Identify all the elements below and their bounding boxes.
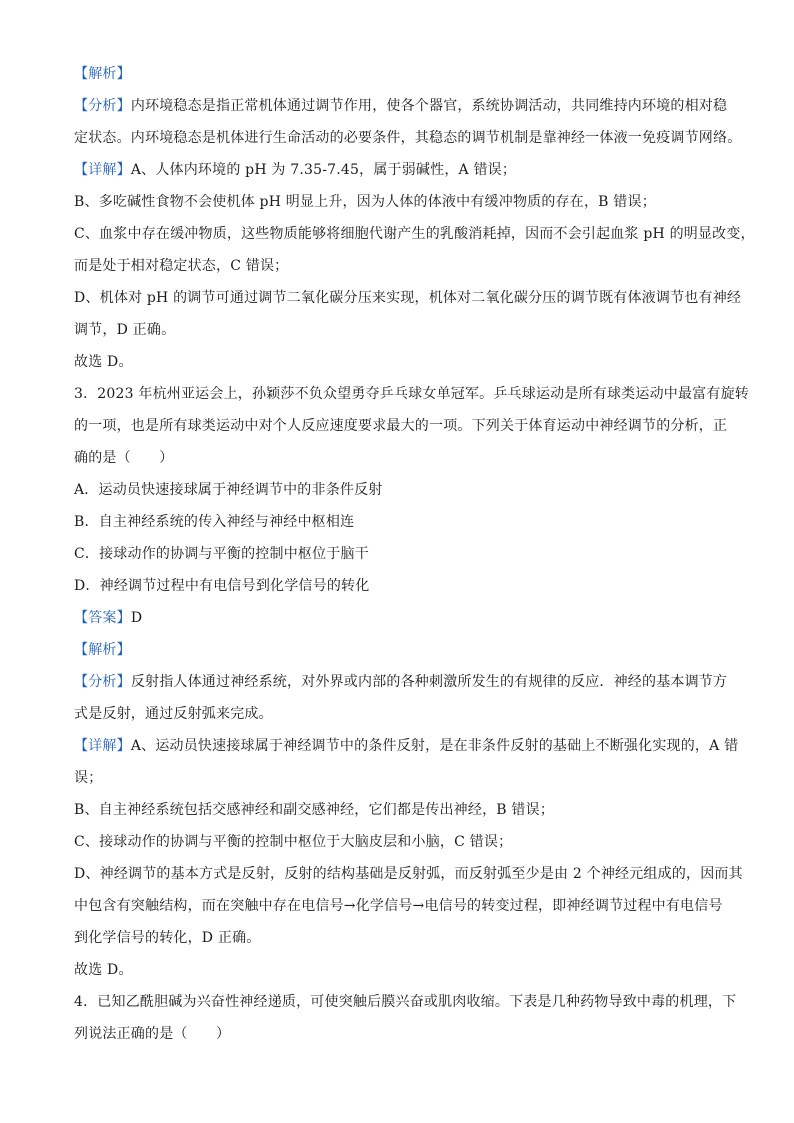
text-line [74,224,755,244]
text-line [74,768,734,788]
line-text: 中包含有突触结构，而在突触中存在电信号→化学信号→电信号的转变过程，即神经调节过程中有电信号 [74,898,723,914]
line-text: C、血浆中存在缓冲物质，这些物质能够将细胞代谢产生的乳酸消耗掉，因而不会引起血浆 pH 的明显改变， [74,226,755,242]
text-line [74,96,734,116]
line-text: 而是处于相对稳定状态，C 错误； [74,258,289,274]
text-line [74,928,734,948]
question-stem [74,448,734,468]
question-stem [74,1024,734,1044]
answer-tag: 【答案】 [74,610,131,626]
line-text: A、人体内环境的 pH 为 7.35-7.45，属于弱碱性，A 错误； [130,162,517,178]
line-text: 反射指人体通过神经系统，对外界或内部的各种刺激所发生的有规律的反应．神经的基本调节方 [130,674,728,690]
line-text: 到化学信号的转化，D 正确。 [74,930,261,946]
text-line [74,864,743,884]
line-text: 列说法正确的是（ ） [74,1026,231,1042]
question-stem [74,416,734,436]
text-line [74,192,734,212]
text-line [74,160,734,180]
text-line [74,896,734,916]
line-text: 误； [74,770,103,786]
line-text: 内环境稳态是指正常机体通过调节作用，使各个器官，系统协调活动，共同维持内环境的相对稳 [130,98,728,114]
section-tag: 【详解】 [74,162,131,178]
section-tag: 【解析】 [74,66,131,82]
answer-value: D [130,610,143,626]
section-tag: 【分析】 [74,674,131,690]
option-a [74,480,734,500]
text-line [74,736,739,756]
line-text: A．运动员快速接球属于神经调节中的非条件反射 [74,482,383,498]
section-tag: 【分析】 [74,98,131,114]
line-text: B．自主神经系统的传入神经与神经中枢相连 [74,514,355,530]
text-line [74,960,734,980]
text-line [74,288,742,308]
text-line [74,704,734,724]
line-text: D、神经调节的基本方式是反射，反射的结构基础是反射弧，而反射弧至少是由 2 个神经元组成的，因而其 [74,866,743,882]
line-text: 确的是（ ） [74,450,174,466]
line-text: C．接球动作的协调与平衡的控制中枢位于脑干 [74,546,369,562]
line-text: D．神经调节过程中有电信号到化学信号的转化 [74,578,370,594]
text-line [74,672,734,692]
line-text: 3．2023 年杭州亚运会上，孙颖莎不负众望勇夺乒乓球女单冠军。乒乓球运动是所有球类运动中最富有旋转 [74,386,749,402]
text-line [74,640,734,660]
line-text: A、运动员快速接球属于神经调节中的条件反射，是在非条件反射的基础上不断强化实现的，A 错 [130,738,739,754]
line-text: B、多吃碱性食物不会使机体 pH 明显上升，因为人体的体液中有缓冲物质的存在，B 错误； [74,194,656,210]
section-tag: 【解析】 [74,642,131,658]
line-text: 式是反射，通过反射弧来完成。 [74,706,273,722]
line-text: D、机体对 pH 的调节可通过调节二氧化碳分压来实现，机体对二氧化碳分压的调节既有体液调节也有神经 [74,290,742,306]
line-text: 故选 D。 [74,354,133,370]
question-stem [74,992,737,1012]
line-text: C、接球动作的协调与平衡的控制中枢位于大脑皮层和小脑，C 错误； [74,834,513,850]
line-text: 的一项，也是所有球类运动中对个人反应速度要求最大的一项。下列关于体育运动中神经调节的分析，正 [74,418,728,434]
line-text: 4．已知乙酰胆碱为兴奋性神经递质，可使突触后膜兴奋或肌肉收缩。下表是几种药物导致中毒的机理，下 [74,994,737,1010]
line-text: 定状态。内环境稳态是机体进行生命活动的必要条件，其稳态的调节机制是靠神经一体液一免疫调节网络。 [74,130,742,146]
option-d [74,576,734,596]
text-line [74,832,734,852]
line-text: 调节，D 正确。 [74,322,176,338]
question-stem [74,384,749,404]
answer-line [74,608,734,628]
option-c [74,544,734,564]
text-line [74,64,734,84]
text-line [74,800,734,820]
text-line [74,128,742,148]
option-b [74,512,734,532]
text-line [74,352,734,372]
section-tag: 【详解】 [74,738,131,754]
line-text: B、自主神经系统包括交感神经和副交感神经，它们都是传出神经，B 错误； [74,802,555,818]
text-line [74,256,734,276]
line-text: 故选 D。 [74,962,133,978]
text-line [74,320,734,340]
